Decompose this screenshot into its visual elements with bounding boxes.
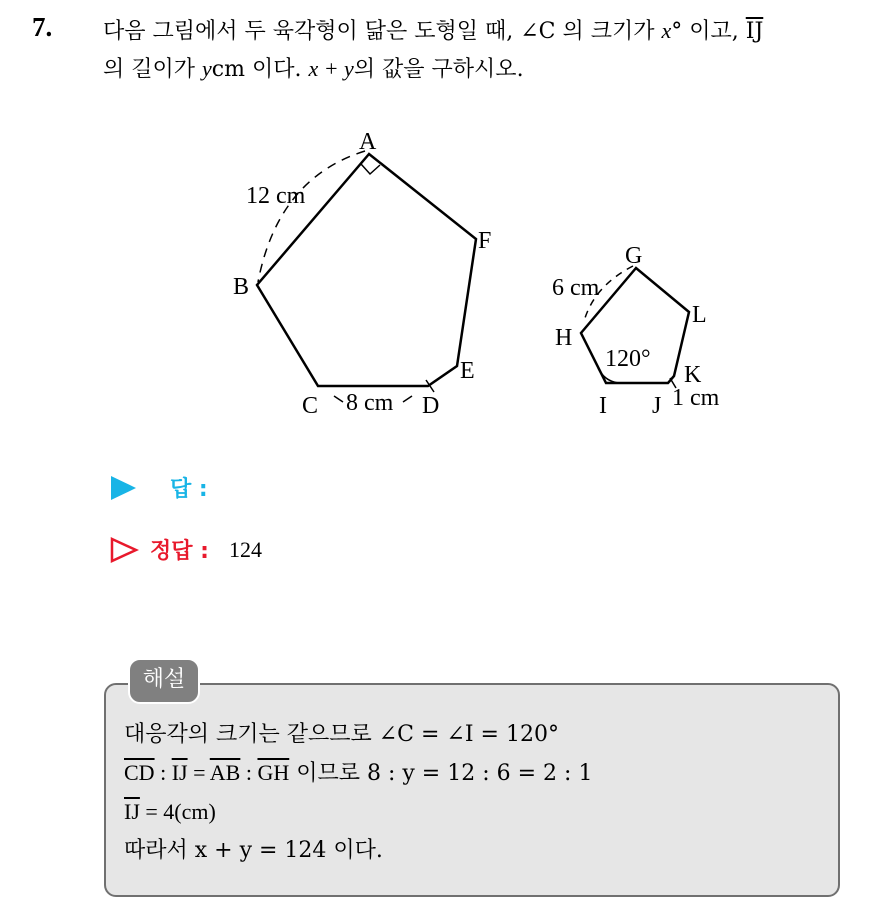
label-g: G (625, 243, 643, 269)
label-l: L (692, 302, 707, 328)
label-side-ab: 12 cm (246, 183, 306, 209)
question-line-2: 의 길이가 ycm 이다. x + y의 값을 구하시오. (103, 56, 524, 82)
label-j: J (652, 393, 662, 419)
label-i: I (599, 393, 607, 419)
correct-answer-label: 정답 : (150, 539, 209, 564)
correct-answer-row (108, 534, 262, 565)
label-side-cd: 8 cm (346, 390, 394, 416)
explanation-line-4: 따라서 x + y = 124 이다. (124, 838, 383, 863)
label-side-jk: 1 cm (672, 385, 720, 411)
label-k: K (684, 362, 702, 388)
label-h: H (555, 325, 573, 351)
label-e: E (460, 358, 475, 384)
correct-answer-value: 124 (228, 536, 262, 562)
label-c: C (302, 393, 319, 419)
label-b: B (233, 274, 250, 300)
dash-cd-right (403, 396, 412, 402)
label-side-gh: 6 cm (552, 275, 600, 301)
play-outline-icon (108, 535, 144, 565)
arc-ab (258, 151, 365, 282)
explanation-line-1: 대응각의 크기는 같으므로 ∠C = ∠I = 120° (124, 722, 559, 747)
explanation-tag: 해설 (128, 658, 200, 704)
answer-row (108, 472, 208, 503)
label-a: A (359, 129, 377, 155)
play-filled-icon (108, 473, 144, 503)
label-angle-i: 120° (605, 346, 651, 372)
segment-ij: $\overline{IJ}$ (745, 19, 764, 44)
question-number: 7. (32, 12, 53, 42)
right-angle-mark (361, 164, 380, 174)
explanation-line-2: $\overline{CD}$ : $\overline{IJ} = \overline{AB}$ : $\overline{GH}$ 이므로 8 : y = 12 : 6 = 2 : 1 (124, 760, 593, 786)
label-f: F (478, 228, 492, 254)
question-line-1: 다음 그림에서 두 육각형이 닮은 도형일 때, ∠C 의 크기가 x° 이고, $\overline{IJ}$ (103, 18, 764, 44)
dash-cd-left (334, 396, 343, 402)
answer-label: 답 : (170, 477, 208, 502)
explanation-lines (124, 716, 592, 870)
label-d: D (422, 393, 440, 419)
explanation-line-3: $\overline{IJ} = 4(cm)$ (124, 799, 216, 824)
